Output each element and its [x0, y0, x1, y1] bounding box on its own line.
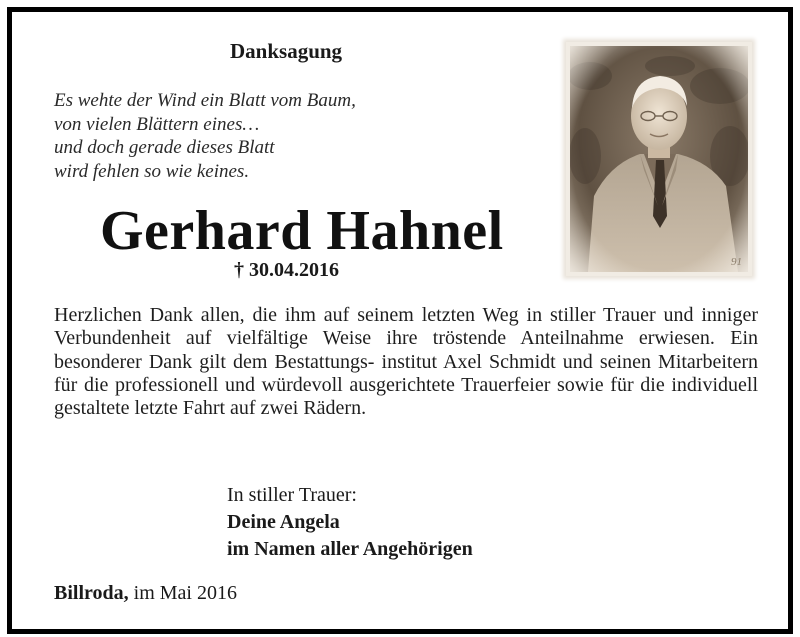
signature-line: im Namen aller Angehörigen — [227, 538, 473, 560]
portrait-image — [570, 46, 748, 272]
place-date — [54, 582, 237, 605]
signature-block — [227, 482, 473, 563]
signature-intro: In stiller Trauer: — [227, 484, 357, 506]
poem-line: von vielen Blättern eines… — [54, 113, 260, 135]
obituary-notice — [7, 7, 793, 634]
poem-line: wird fehlen so wie keines. — [54, 160, 250, 182]
portrait-photo — [566, 42, 752, 276]
poem-line: und doch gerade dieses Blatt — [54, 137, 275, 158]
deceased-name: Gerhard Hahnel — [100, 200, 504, 262]
memorial-poem — [54, 89, 356, 183]
thank-you-text: Herzlichen Dank allen, die ihm auf seinem letzten Weg in stiller Trauer und inniger Verbundenheit auf vielfältige Weise ihre tröstende Anteilnahme erwiesen. Ein besonderer Dank gilt dem Bestattungs- institut Axel Schmidt und seinen Mitarbeitern für die professionell und würdevoll ausgerichtete Trauerfeier sowie für die individuell gestaltete letzte Fahrt auf zwei Rädern. — [54, 304, 758, 420]
death-date: † 30.04.2016 — [234, 259, 339, 281]
footer-date: im Mai 2016 — [133, 582, 237, 604]
poem-line: Es wehte der Wind ein Blatt vom Baum, — [54, 90, 356, 111]
footer-place: Billroda, — [54, 582, 129, 604]
signature-line: Deine Angela — [227, 511, 340, 533]
notice-heading: Danksagung — [230, 39, 343, 63]
photo-signature: 91 — [731, 256, 742, 268]
